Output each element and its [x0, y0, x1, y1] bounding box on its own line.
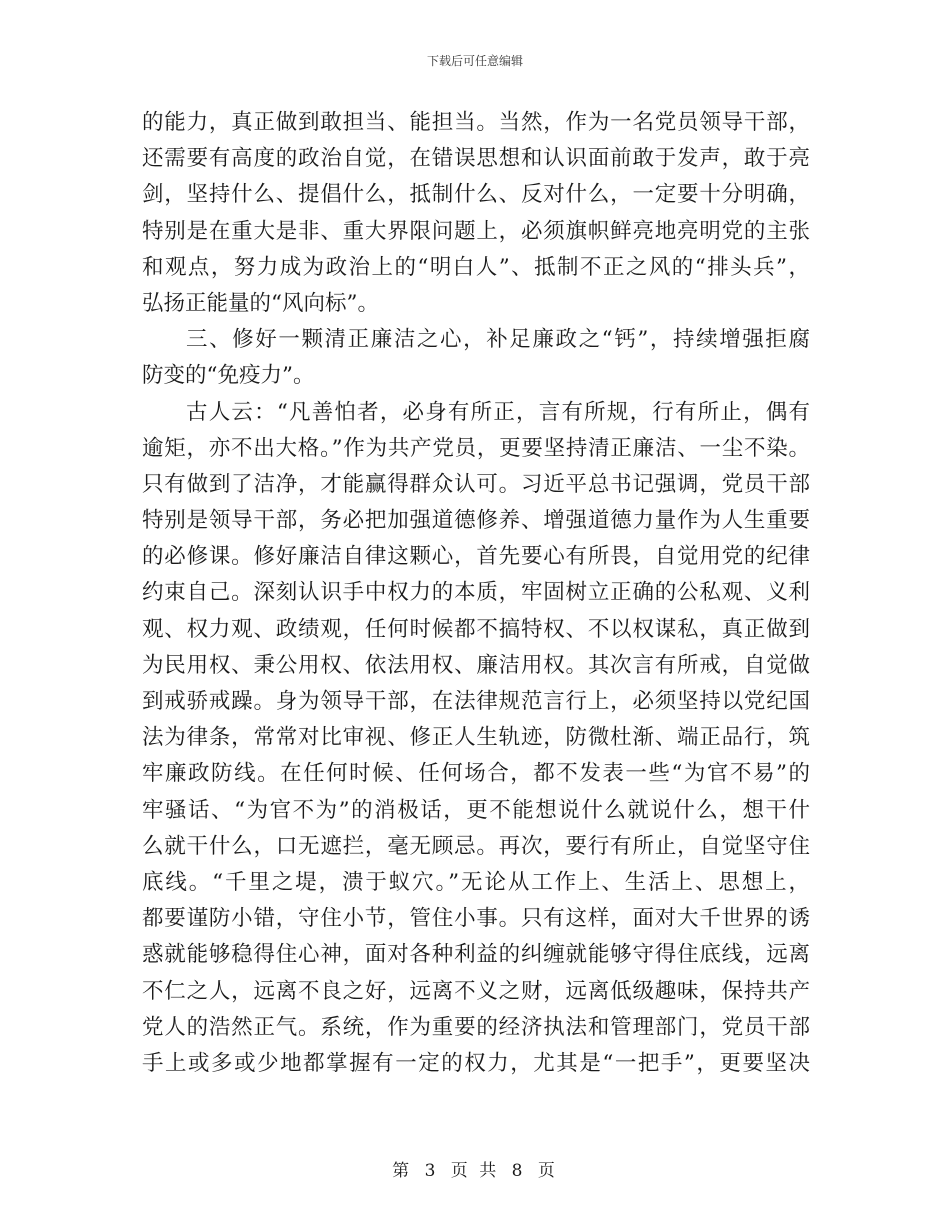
text-line: 特别是领导干部，务必把加强道德修养、增强道德力量作为人生重要: [142, 508, 810, 534]
text-line: 为民用权、秉公用权、依法用权、廉洁用权。其次言有所戒，自觉做: [142, 652, 810, 678]
text-line: 古人云：“凡善怕者，必身有所正，言有所规，行有所止，偶有: [186, 399, 810, 425]
section-heading-line: 三、修好一颗清正廉洁之心，补足廉政之“钙”，持续增强拒腐: [186, 327, 810, 353]
text-line: 底线。“千里之堤，溃于蚁穴。”无论从工作上、生活上、思想上，: [142, 869, 810, 895]
text-line: 的能力，真正做到敢担当、能担当。当然，作为一名党员领导干部，: [142, 110, 810, 135]
text-line: 和观点，努力成为政治上的“明白人”、抵制不正之风的“排头兵”，: [142, 254, 810, 280]
footer-middle: 页 共: [450, 1161, 500, 1181]
text-line: 还需要有高度的政治自觉，在错误思想和认识面前敢于发声，敢于亮: [142, 146, 810, 172]
text-line: 法为律条，常常对比审视、修正人生轨迹，防微杜渐、端正品行，筑: [142, 725, 810, 751]
text-line: 约束自己。深刻认识手中权力的本质，牢固树立正确的公私观、义利: [142, 580, 810, 606]
page-number: 3: [424, 1161, 439, 1181]
text-line: 手上或多或少地都掌握有一定的权力，尤其是“一把手”，更要坚决: [142, 1050, 810, 1076]
body-text: [142, 105, 810, 1082]
footer-suffix: 页: [537, 1161, 558, 1181]
text-line: 剑，坚持什么、提倡什么，抵制什么、反对什么，一定要十分明确，: [142, 182, 810, 208]
text-line: 弘扬正能量的“风向标”。: [142, 290, 379, 316]
text-line: 不仁之人，远离不良之好，远离不义之财，远离低级趣味，保持共产: [142, 978, 810, 1004]
section-heading-line: 防变的“免疫力”。: [142, 363, 315, 389]
page-footer: [0, 1156, 950, 1181]
text-line: 牢骚话、“为官不为”的消极话，更不能想说什么就说什么，想干什: [142, 797, 810, 823]
text-line: 观、权力观、政绩观，任何时候都不搞特权、不以权谋私，真正做到: [142, 616, 810, 642]
text-line: 的必修课。修好廉洁自律这颗心，首先要心有所畏，自觉用党的纪律: [142, 544, 810, 570]
page-header: 下载后可任意编辑: [426, 54, 523, 68]
text-line: 逾矩，亦不出大格。”作为共产党员，更要坚持清正廉洁、一尘不染。: [142, 435, 810, 461]
text-line: 牢廉政防线。在任何时候、任何场合，都不发表一些“为官不易”的: [142, 761, 810, 787]
text-line: 惑就能够稳得住心神，面对各种利益的纠缠就能够守得住底线，远离: [142, 942, 810, 968]
text-line: 到戒骄戒躁。身为领导干部，在法律规范言行上，必须坚持以党纪国: [142, 689, 810, 714]
footer-prefix: 第: [392, 1161, 413, 1181]
text-line: 都要谨防小错，守住小节，管住小事。只有这样，面对大千世界的诱: [142, 906, 810, 932]
text-line: 么就干什么，口无遮拦，毫无顾忌。再次，要行有所止，自觉坚守住: [142, 833, 810, 859]
text-line: 只有做到了洁净，才能赢得群众认可。习近平总书记强调，党员干部: [142, 471, 810, 497]
text-line: 特别是在重大是非、重大界限问题上，必须旗帜鲜亮地亮明党的主张: [142, 218, 810, 244]
text-line: 党人的浩然正气。系统，作为重要的经济执法和管理部门，党员干部: [142, 1014, 810, 1040]
total-pages: 8: [511, 1161, 526, 1181]
